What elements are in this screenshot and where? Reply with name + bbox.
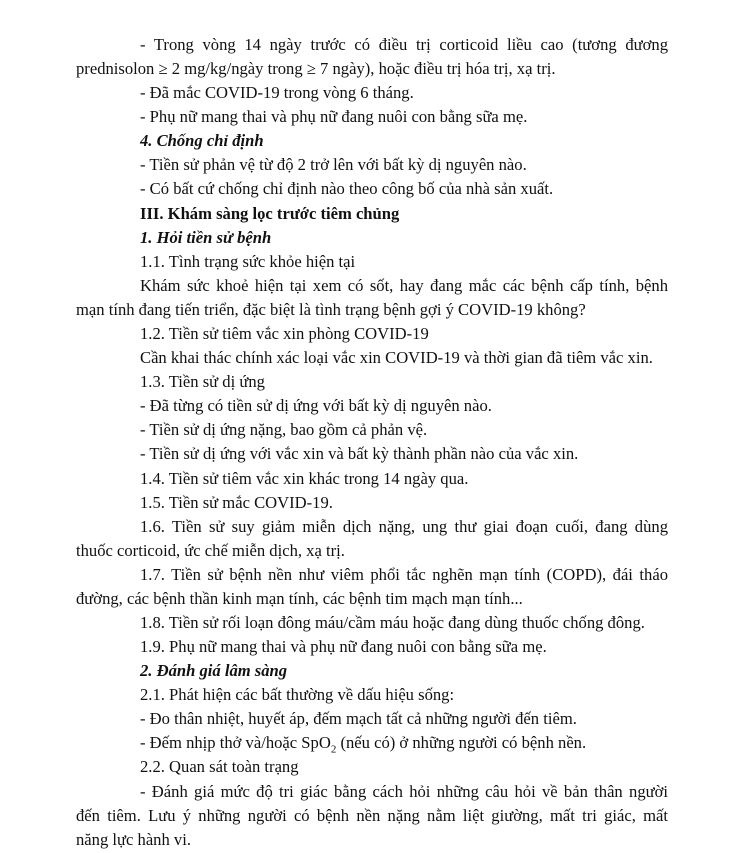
text-line: - Tiền sử dị ứng với vắc xin và bất kỳ thành phần nào của vắc xin. bbox=[140, 444, 579, 463]
section-heading: 4. Chống chỉ định bbox=[140, 131, 264, 150]
text-line: 1.7. Tiền sử bệnh nền như viêm phổi tắc nghẽn mạn tính (COPD), đái tháo bbox=[140, 565, 668, 584]
text-line: mạn tính đang tiến triển, đặc biệt là tình trạng bệnh gợi ý COVID-19 không? bbox=[76, 300, 586, 319]
text-line: năng lực hành vi. bbox=[76, 830, 191, 849]
text-line: đến tiêm. Lưu ý những người có bệnh nền nặng nằm liệt giường, mất tri giác, mất bbox=[76, 806, 668, 825]
text-line: prednisolon ≥ 2 mg/kg/ngày trong ≥ 7 ngày), hoặc điều trị hóa trị, xạ trị. bbox=[76, 59, 556, 78]
text-line: 1.2. Tiền sử tiêm vắc xin phòng COVID-19 bbox=[140, 324, 429, 343]
section-heading: 2. Đánh giá lâm sàng bbox=[140, 661, 288, 680]
text-line: - Đã mắc COVID-19 trong vòng 6 tháng. bbox=[140, 83, 414, 102]
text-line: - Phụ nữ mang thai và phụ nữ đang nuôi con bằng sữa mẹ. bbox=[140, 107, 528, 126]
subscript: 2 bbox=[330, 743, 337, 756]
text-line: đường, các bệnh thần kinh mạn tính, các bệnh tim mạch mạn tính... bbox=[76, 589, 523, 608]
text-line: - Đo thân nhiệt, huyết áp, đếm mạch tất cả những người đến tiêm. bbox=[140, 709, 577, 728]
text-line: - Tiền sử phản vệ từ độ 2 trở lên với bất kỳ dị nguyên nào. bbox=[140, 155, 527, 174]
text-line: 2.2. Quan sát toàn trạng bbox=[140, 757, 299, 776]
text-line: 1.5. Tiền sử mắc COVID-19. bbox=[140, 493, 333, 512]
text-fragment: (nếu có) ở những người có bệnh nền. bbox=[336, 733, 587, 752]
section-heading: III. Khám sàng lọc trước tiêm chủng bbox=[140, 204, 400, 223]
text-line: Cần khai thác chính xác loại vắc xin COVID-19 và thời gian đã tiêm vắc xin. bbox=[140, 348, 653, 367]
text-line bbox=[140, 731, 586, 756]
text-line: 1.9. Phụ nữ mang thai và phụ nữ đang nuôi con bằng sữa mẹ. bbox=[140, 637, 547, 656]
text-line: Khám sức khoẻ hiện tại xem có sốt, hay đang mắc các bệnh cấp tính, bệnh bbox=[140, 276, 668, 295]
text-line: - Trong vòng 14 ngày trước có điều trị corticoid liều cao (tương đương bbox=[140, 35, 668, 54]
text-line: 1.4. Tiền sử tiêm vắc xin khác trong 14 ngày qua. bbox=[140, 469, 469, 488]
text-line: 1.6. Tiền sử suy giảm miễn dịch nặng, ung thư giai đoạn cuối, đang dùng bbox=[140, 517, 668, 536]
text-line: - Đã từng có tiền sử dị ứng với bất kỳ dị nguyên nào. bbox=[140, 396, 492, 415]
text-fragment: - Đếm nhịp thở và/hoặc SpO bbox=[140, 733, 331, 752]
text-line: 1.1. Tình trạng sức khỏe hiện tại bbox=[140, 252, 356, 271]
text-line: 1.3. Tiền sử dị ứng bbox=[140, 372, 265, 391]
text-line: 2.1. Phát hiện các bất thường về dấu hiệu sống: bbox=[140, 685, 455, 704]
text-line: - Có bất cứ chống chỉ định nào theo công bố của nhà sản xuất. bbox=[140, 179, 554, 198]
text-line: thuốc corticoid, ức chế miễn dịch, xạ trị. bbox=[76, 541, 345, 560]
text-line: - Đánh giá mức độ tri giác bằng cách hỏi những câu hỏi về bản thân người bbox=[140, 782, 668, 801]
section-heading: 1. Hỏi tiền sử bệnh bbox=[140, 228, 272, 247]
text-line: 1.8. Tiền sử rối loạn đông máu/cầm máu hoặc đang dùng thuốc chống đông. bbox=[140, 613, 645, 632]
text-line: - Tiền sử dị ứng nặng, bao gồm cả phản vệ. bbox=[140, 420, 428, 439]
